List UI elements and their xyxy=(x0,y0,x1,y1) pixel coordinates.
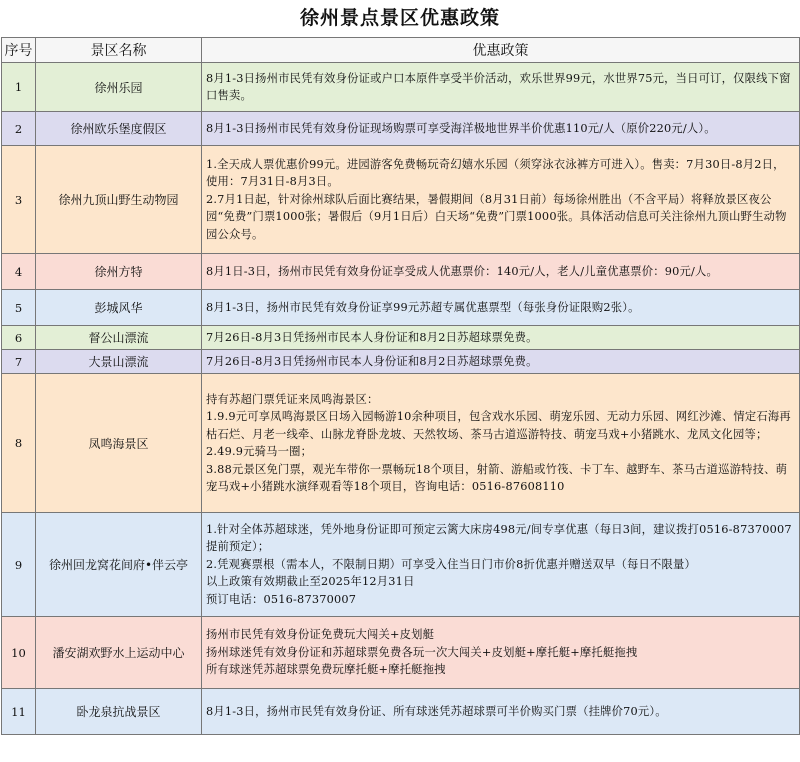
table-row xyxy=(2,513,800,617)
table-body xyxy=(2,63,800,735)
policy-line: 1.全天成人票优惠价99元。进园游客免费畅玩奇幻嬉水乐园（须穿泳衣泳裤方可进入）。售卖：7月30日-8月2日，使用：7月31日-8月3日。 xyxy=(206,157,785,189)
row-number: 4 xyxy=(2,254,36,290)
policy-line: 8月1-3日扬州市民凭有效身份证或户口本原件享受半价活动，欢乐世界99元，水世界75元，当日可订，仅限线下窗口售卖。 xyxy=(206,71,791,102)
scenic-name: 徐州乐园 xyxy=(36,63,202,112)
policy-table xyxy=(1,37,800,735)
scenic-name: 潘安湖欢野水上运动中心 xyxy=(36,617,202,689)
policy-line: 2.49.9元骑马一圈； xyxy=(206,445,313,458)
row-number: 6 xyxy=(2,326,36,350)
table-row xyxy=(2,254,800,290)
table-row xyxy=(2,374,800,513)
row-number: 10 xyxy=(2,617,36,689)
policy-line: 8月1日-3日，扬州市民凭有效身份证享受成人优惠票价：140元/人，老人/儿童优惠票价：90元/人。 xyxy=(206,264,719,278)
table-row xyxy=(2,112,800,146)
policy-line: 持有苏超门票凭证来凤鸣海景区： xyxy=(206,392,379,406)
header-num: 序号 xyxy=(2,38,36,63)
policy-cell xyxy=(202,254,800,290)
header-name: 景区名称 xyxy=(36,38,202,63)
policy-cell xyxy=(202,63,800,112)
policy-line: 预订电话：0516-87370007 xyxy=(206,592,357,606)
row-number: 9 xyxy=(2,513,36,617)
policy-line: 7月26日-8月3日凭扬州市民本人身份证和8月2日苏超球票免费。 xyxy=(206,330,538,344)
policy-cell xyxy=(202,617,800,689)
scenic-name: 彭城风华 xyxy=(36,290,202,326)
row-number: 2 xyxy=(2,112,36,146)
policy-cell xyxy=(202,290,800,326)
row-number: 11 xyxy=(2,689,36,735)
table-row xyxy=(2,290,800,326)
scenic-name: 大景山漂流 xyxy=(36,350,202,374)
row-number: 5 xyxy=(2,290,36,326)
policy-line: 8月1-3日，扬州市民凭有效身份证享99元苏超专属优惠票型（每张身份证限购2张）。 xyxy=(206,300,640,314)
policy-cell xyxy=(202,146,800,254)
scenic-name: 徐州九顶山野生动物园 xyxy=(36,146,202,254)
table-row xyxy=(2,350,800,374)
policy-line: 1.针对全体苏超球迷，凭外地身份证即可预定云篱大床房498元/间专享优惠（每日3间，建议拨打0516-87370007提前预定）； xyxy=(206,522,792,554)
row-number: 3 xyxy=(2,146,36,254)
policy-cell xyxy=(202,374,800,513)
page-title: 徐州景点景区优惠政策 xyxy=(299,7,500,29)
scenic-name: 徐州欧乐堡度假区 xyxy=(36,112,202,146)
scenic-name: 卧龙泉抗战景区 xyxy=(36,689,202,735)
table-row xyxy=(2,689,800,735)
policy-line: 3.88元景区免门票，观光车带你一票畅玩18个项目，射箭、游船或竹筏、卡丁车、越野车、茶马古道巡游特技、萌宠马戏+小猪跳水演绎观看等18个项目，咨询电话：0516-87608110 xyxy=(206,462,788,493)
row-number: 1 xyxy=(2,63,36,112)
table-row xyxy=(2,617,800,689)
policy-line: 8月1-3日，扬州市民凭有效身份证、所有球迷凭苏超球票可半价购买门票（挂牌价70元）。 xyxy=(206,704,667,718)
scenic-name: 督公山漂流 xyxy=(36,326,202,350)
policy-line: 2.7月1日起，针对徐州球队后面比赛结果，暑假期间（8月31日前）每场徐州胜出（不含平局）将释放景区夜公园“免费”门票1000张；暑假后（9月1日后）白天场“免费”门票1000张。具体活动信息可关注徐州九顶山野生动物园公众号。 xyxy=(206,192,787,241)
scenic-name: 凤鸣海景区 xyxy=(36,374,202,513)
policy-line: 所有球迷凭苏超球票免费玩摩托艇+摩托艇拖拽 xyxy=(206,663,446,677)
policy-line: 扬州球迷凭有效身份证和苏超球票免费各玩一次大闯关+皮划艇+摩托艇+摩托艇拖拽 xyxy=(206,645,638,659)
policy-cell xyxy=(202,112,800,146)
header-policy: 优惠政策 xyxy=(202,38,800,63)
table-header-row xyxy=(2,38,800,63)
policy-cell xyxy=(202,350,800,374)
policy-cell xyxy=(202,513,800,617)
policy-line: 8月1-3日扬州市民凭有效身份证现场购票可享受海洋极地世界半价优惠110元/人（原价220元/人）。 xyxy=(206,121,716,135)
policy-cell xyxy=(202,689,800,735)
policy-line: 2.凭观赛票根（需本人，不限制日期）可享受入住当日门市价8折优惠并赠送双早（每日不限量） xyxy=(206,557,696,571)
policy-line: 扬州市民凭有效身份证免费玩大闯关+皮划艇 xyxy=(206,628,435,642)
row-number: 8 xyxy=(2,374,36,513)
table-row xyxy=(2,326,800,350)
policy-line: 1.9.9元可享凤鸣海景区日场入园畅游10余种项目，包含戏水乐园、萌宠乐园、无动力乐园、网红沙滩、情定石海再枯石烂、月老一线牵、山脉龙脊卧龙坡、天然牧场、茶马古道巡游特技、萌宠马戏+小猪跳水、龙凤文化园等； xyxy=(206,410,791,441)
table-row xyxy=(2,146,800,254)
policy-line: 以上政策有效期截止至2025年12月31日 xyxy=(206,575,415,589)
policy-line: 7月26日-8月3日凭扬州市民本人身份证和8月2日苏超球票免费。 xyxy=(206,354,538,368)
scenic-name: 徐州方特 xyxy=(36,254,202,290)
table-row xyxy=(2,63,800,112)
row-number: 7 xyxy=(2,350,36,374)
scenic-name: 徐州回龙窝花间府•伴云亭 xyxy=(36,513,202,617)
policy-cell xyxy=(202,326,800,350)
